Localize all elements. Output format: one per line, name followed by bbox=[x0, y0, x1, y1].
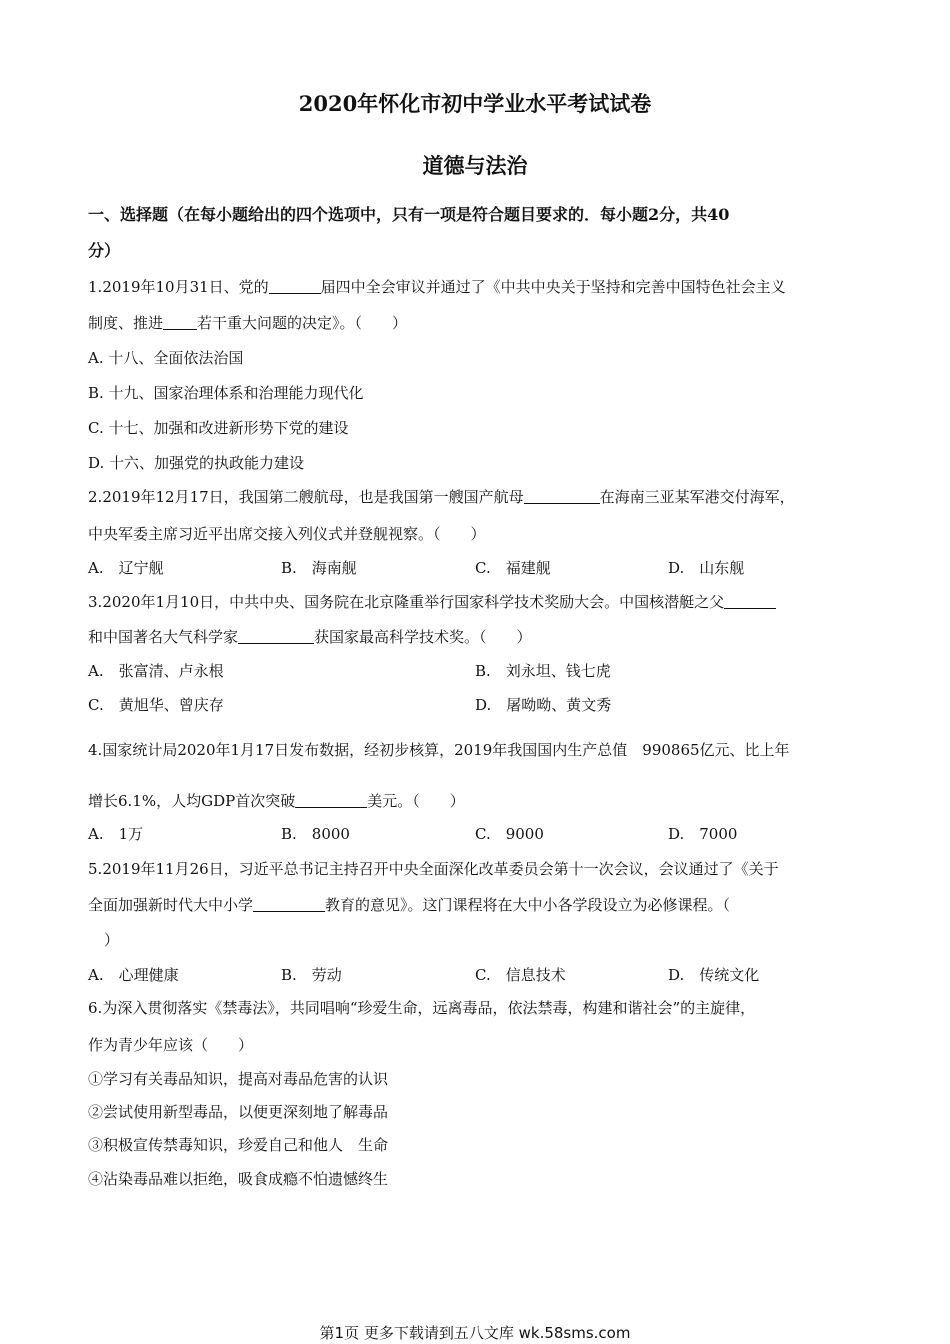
answer-blank bbox=[253, 897, 325, 912]
q1-option-a: A. 十八、全面依法治国 bbox=[88, 349, 244, 367]
answer-blank bbox=[524, 489, 600, 504]
q5-option-d: D. 传统文化 bbox=[668, 966, 760, 984]
q1-option-c: C. 十七、加强和改进新形势下党的建设 bbox=[88, 419, 349, 437]
question-1-line1: 1.2019年10月31日、党的 届四中全会审议并通过了《中共中央关于坚持和完善中国特色社会主义 bbox=[88, 278, 786, 296]
q5-option-b: B. 劳动 bbox=[281, 966, 342, 984]
q6-item-1: ①学习有关毒品知识，提高对毒品危害的认识 bbox=[88, 1070, 389, 1088]
q3-option-a: A. 张富清、卢永根 bbox=[88, 662, 224, 680]
q4-option-a: A. 1万 bbox=[88, 825, 144, 843]
answer-blank bbox=[295, 793, 367, 808]
page-footer: 第1页 更多下载请到五八文库 wk.58sms.com bbox=[319, 1324, 631, 1342]
q1-option-d: D. 十六、加强党的执政能力建设 bbox=[88, 454, 305, 472]
question-4-line1: 4.国家统计局2020年1月17日发布数据，经初步核算，2019年我国国内生产总值 990865亿元、比上年 bbox=[88, 741, 790, 759]
q2-option-d: D. 山东舰 bbox=[668, 559, 745, 577]
question-number: 1. bbox=[88, 278, 103, 296]
question-1-line2: 制度、推进 若干重大问题的决定》。（ ） bbox=[88, 314, 408, 332]
exam-title: 2020年怀化市初中学业水平考试试卷 bbox=[298, 91, 652, 116]
question-number: 3. bbox=[88, 593, 103, 611]
q3-option-b: B. 刘永坦、钱七虎 bbox=[475, 662, 611, 680]
q2-option-b: B. 海南舰 bbox=[281, 559, 357, 577]
question-5-line3: ） bbox=[104, 931, 120, 949]
answer-blank bbox=[238, 629, 314, 644]
q5-option-c: C. 信息技术 bbox=[475, 966, 566, 984]
question-3-line1: 3.2020年1月10日，中共中央、国务院在北京隆重举行国家科学技术奖励大会。中国核潜艇之父 bbox=[88, 592, 776, 612]
q6-item-3: ③积极宣传禁毒知识，珍爱自己和他人 生命 bbox=[88, 1136, 389, 1154]
q6-item-2: ②尝试使用新型毒品，以便更深刻地了解毒品 bbox=[88, 1103, 389, 1121]
q4-option-b: B. 8000 bbox=[281, 825, 350, 843]
q5-option-a: A. 心理健康 bbox=[88, 966, 179, 984]
question-number: 6. bbox=[88, 999, 103, 1017]
section-heading-line1: 一、选择题（在每小题给出的四个选项中，只有一项是符合题目要求的．每小题2分，共40 bbox=[88, 205, 730, 224]
q4-option-d: D. 7000 bbox=[668, 825, 738, 843]
q3-option-c: C. 黄旭华、曾庆存 bbox=[88, 696, 224, 714]
question-2-line1: 2.2019年12月17日，我国第二艘航母，也是我国第一艘国产航母 在海南三亚某军港交付海军， bbox=[88, 488, 795, 506]
section-heading-line2: 分） bbox=[88, 241, 121, 260]
answer-blank bbox=[163, 315, 197, 330]
question-2-line2: 中央军委主席习近平出席交接入列仪式并登舰视察。（ ） bbox=[88, 525, 486, 543]
q2-option-c: C. 福建舰 bbox=[475, 559, 551, 577]
question-6-line2: 作为青少年应该（ ） bbox=[88, 1036, 254, 1054]
question-number: 5. bbox=[88, 860, 103, 878]
q4-option-c: C. 9000 bbox=[475, 825, 544, 843]
subject-title: 道德与法治 bbox=[422, 153, 528, 178]
question-number: 2. bbox=[88, 488, 103, 506]
question-3-line2: 和中国著名大气科学家 获国家最高科学技术奖。（ ） bbox=[88, 628, 532, 646]
question-number: 4. bbox=[88, 741, 103, 759]
q3-option-d: D. 屠呦呦、黄文秀 bbox=[475, 696, 612, 714]
q1-option-b: B. 十九、国家治理体系和治理能力现代化 bbox=[88, 384, 364, 402]
question-5-line2: 全面加强新时代大中小学 教育的意见》。这门课程将在大中小各学段设立为必修课程。（ bbox=[88, 896, 731, 914]
answer-blank bbox=[269, 279, 321, 294]
q2-option-a: A. 辽宁舰 bbox=[88, 559, 164, 577]
answer-blank bbox=[724, 594, 776, 609]
question-5-line1: 5.2019年11月26日，习近平总书记主持召开中央全面深化改革委员会第十一次会议，会议通过了《关于 bbox=[88, 860, 779, 878]
question-6-line1: 6.为深入贯彻落实《禁毒法》，共同唱响“珍爱生命，远离毒品，依法禁毒，构建和谐社会”的主旋律， bbox=[88, 999, 756, 1017]
question-4-line2: 增长6.1%，人均GDP首次突破 美元。（ ） bbox=[88, 792, 465, 810]
q6-item-4: ④沾染毒品难以拒绝，吸食成瘾不怕遗憾终生 bbox=[88, 1170, 389, 1188]
